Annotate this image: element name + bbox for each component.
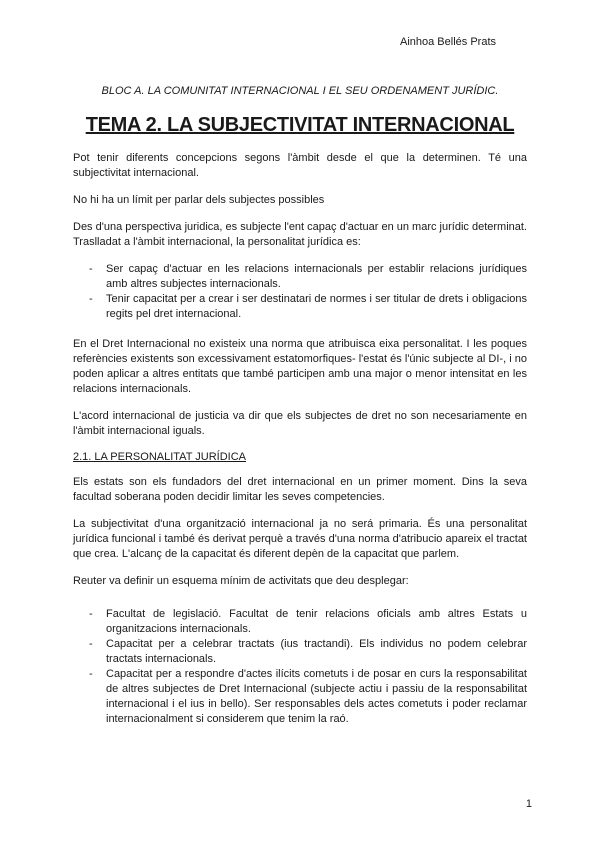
list-item-text: Capacitat per a celebrar tractats (ius tractandi). Els individus no podem celebrar tractats internacionals. — [106, 638, 527, 665]
list-item — [89, 667, 527, 727]
author-header: Ainhoa Bellés Prats — [400, 36, 496, 48]
dash-marker: - — [89, 608, 93, 620]
list-item — [89, 292, 527, 322]
paragraph: L'acord internacional de justicia va dir que els subjectes de dret no son necesariamente en l'àmbit internacional iguals. — [73, 410, 527, 437]
dash-marker: - — [89, 668, 93, 680]
list-item-text: Capacitat per a respondre d'actes ilícits cometuts i de posar en curs la responsabilitat de altres subjectes de Dret Internacional (subjecte actiu i passiu de la responsabilitat internacional i el ius in bello). Ser responsables dels actes cometuts i poder reclamar internacionalment si considerem que tenim la raó. — [106, 668, 527, 725]
dash-marker: - — [89, 263, 93, 275]
paragraph: La subjectivitat d'una organització internacional ja no será primaria. És una personalitat jurídica funcional i també és derivat perquè a través d'una norma d'atribucio apareix el tractat que crea. L'alcanç de la capacitat és diferent depèn de la capacitat que parlem. — [73, 518, 527, 560]
tema-title: TEMA 2. LA SUBJECTIVITAT INTERNACIONAL — [85, 114, 515, 136]
document-body — [73, 84, 527, 739]
list-item — [89, 262, 527, 292]
list-item — [89, 607, 527, 637]
dash-marker: - — [89, 293, 93, 305]
list-item-text: Ser capaç d'actuar en les relacions internacionals per establir relacions jurídiques amb altres subjectes internacionals. — [106, 263, 527, 290]
paragraph: Des d'una perspectiva juridica, es subjecte l'ent capaç d'actuar en un marc jurídic determinat. Traslladat a l'àmbit internacional, la personalitat jurídica es: — [73, 221, 527, 248]
list-item — [89, 637, 527, 667]
bullet-list-activities — [89, 607, 527, 727]
paragraph: Els estats son els fundadors del dret internacional en un primer moment. Dins la seva facultad soberana poden decidir limitar les seves competencies. — [73, 476, 527, 503]
page-number: 1 — [525, 798, 532, 810]
section-title: 2.1. LA PERSONALITAT JURÍDICA — [73, 451, 246, 463]
paragraph: En el Dret Internacional no existeix una norma que atribuisca eixa personalitat. I les poques referències existents son excessivament estatomorfiques- l'estat és l'únic subjecte al DI-, i no poden aplicar a altres entitats que també participen amb una major o menor intensitat en les relacions internacionals. — [73, 338, 527, 395]
bloc-title: BLOC A. LA COMUNITAT INTERNACIONAL I EL SEU ORDENAMENT JURÍDIC. — [101, 85, 499, 97]
paragraph: Pot tenir diferents concepcions segons l'àmbit desde el que la determinen. Té una subjectivitat internacional. — [73, 152, 527, 179]
paragraph: Reuter va definir un esquema mínim de activitats que deu desplegar: — [73, 575, 409, 587]
paragraph: No hi ha un límit per parlar dels subjectes possibles — [73, 194, 325, 206]
list-item-text: Tenir capacitat per a crear i ser destinatari de normes i ser titular de drets i obligacions regits pel dret internacional. — [106, 293, 527, 320]
dash-marker: - — [89, 638, 93, 650]
list-item-text: Facultat de legislació. Facultat de tenir relacions oficials amb altres Estats u organitzacions internacionals. — [106, 608, 527, 635]
bullet-list-personality — [89, 262, 527, 322]
